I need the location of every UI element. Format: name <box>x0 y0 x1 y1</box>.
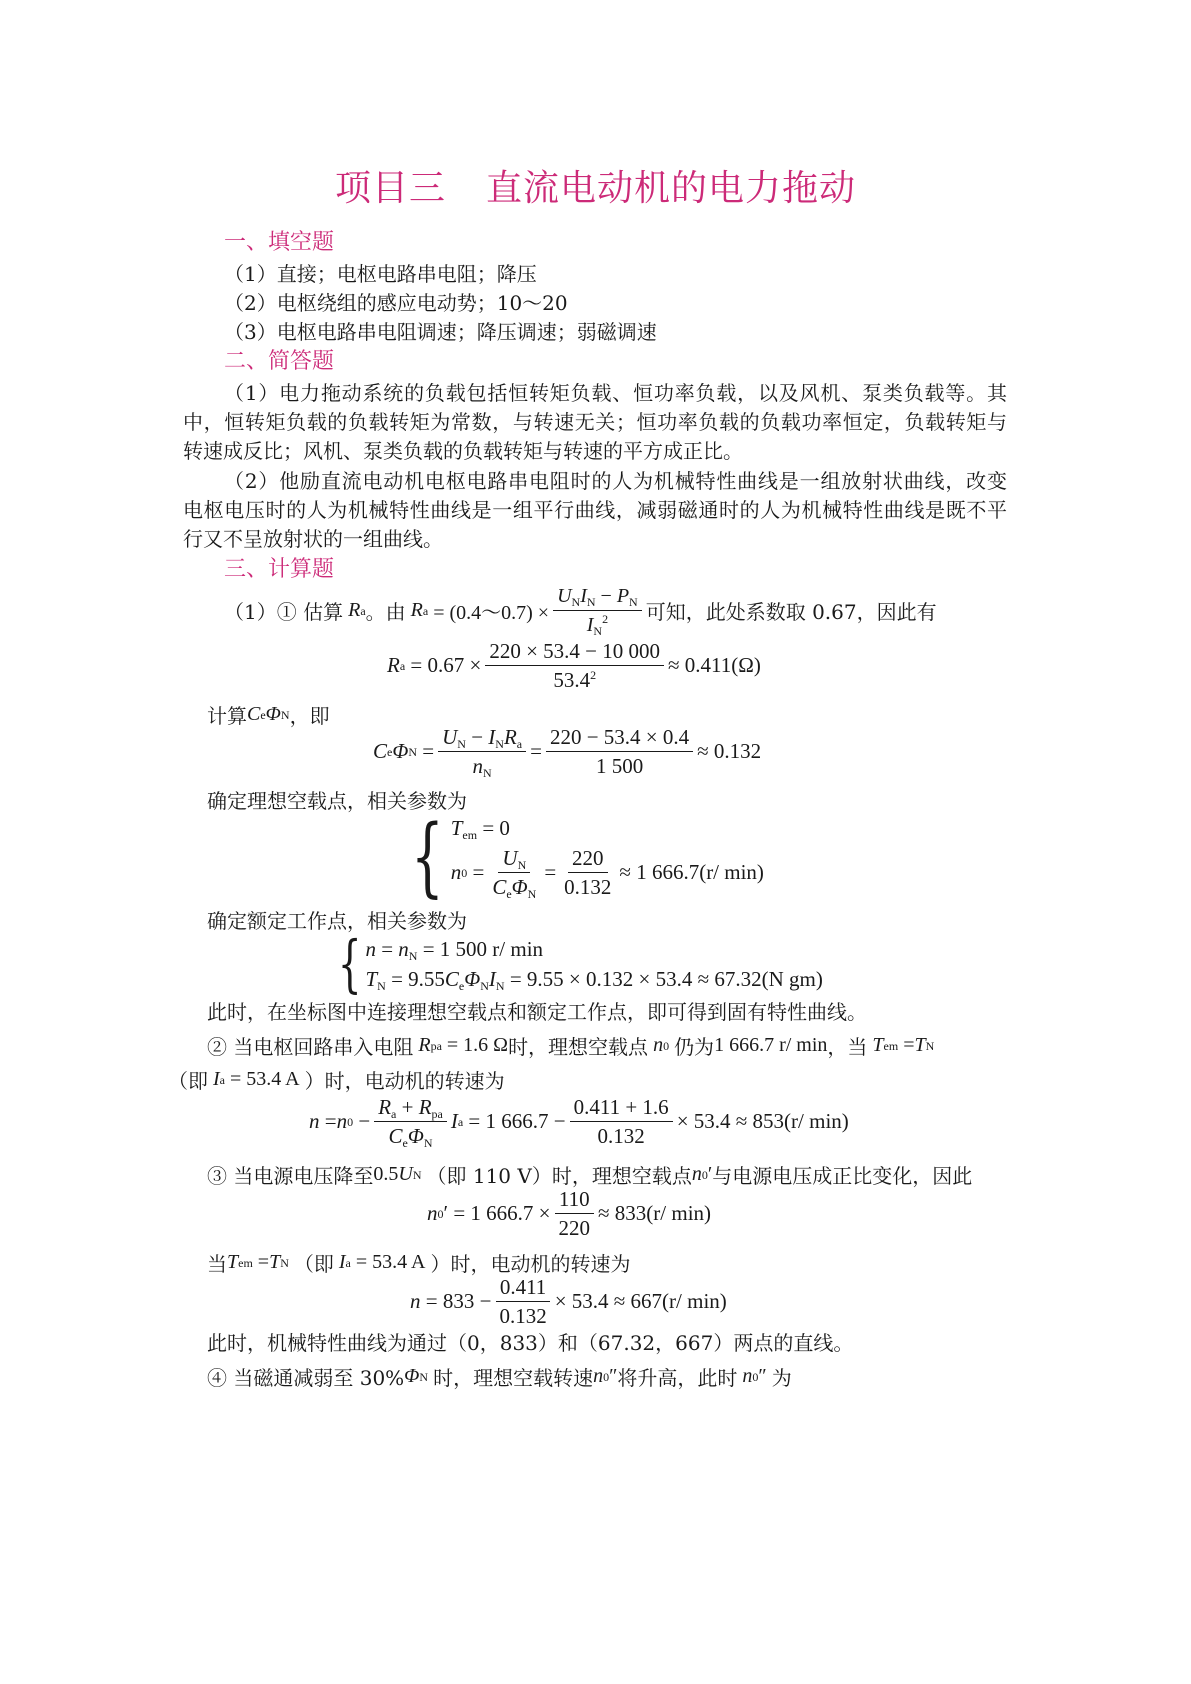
equation-ce: C e Φ N = $\frac{U_N - I_NR_a}{n_N}$ = $\frac{220 - 53.4 \times 0.4}{1 500}$ ≈ 0.132 <box>373 725 762 780</box>
calc-step3-line: ③ 当电源电压降至 0.5 U N （即 110 V）时，理想空载点 n 0 ′ 与电源电压成正比变化，因此 <box>207 1163 973 1188</box>
calc-step4-line: ④ 当磁通减弱至 30% Φ N 时，理想空载转速 n 0 ″ 将升高，此时 n 0 ″ 为 <box>207 1365 792 1390</box>
equation-noload: { $T_{em} = 0$ n 0 = $\frac{U_N}{C_e\Phi_N}$ = $\frac{220}{0.132}$ ≈ 1 666.7(r/ min) <box>410 807 764 907</box>
fill-answer-3: （3）电枢电路串电阻调速；降压调速；弱磁调速 <box>224 320 657 344</box>
short-answer-1-line2: 中，恒转矩负载的负载转矩为常数，与转速无关；恒功率负载的负载功率恒定，负载转矩与 <box>183 410 1007 434</box>
equation-step3-speed: n = 833 − $\frac{0.411}{0.132}$ × 53.4 ≈ 667(r/ min) <box>410 1275 727 1328</box>
section-heading-fill: 一、填空题 <box>224 230 335 255</box>
short-answer-2-line1: （2）他励直流电动机电枢电路串电阻时的人为机械特性曲线是一组放射状曲线，改变 <box>224 469 1007 493</box>
equation-step2-speed: n = n 0 − $\frac{R_a + R_{pa}}{C_e\Phi_N}$ I a = 1 666.7 − $\frac{0.411 + 1.6}{0.132}$ × 53.4 ≈ 853(r/ min) <box>309 1095 849 1150</box>
calc-step1-line: （1）① 估算 R a 。由 R a = (0.4～0.7) × $\frac{U_NI_N - P_N}{I_N^2}$ 可知，此处系数取 0.67，因此有 <box>224 585 937 638</box>
section-heading-calc: 三、计算题 <box>224 557 335 582</box>
calc-ce-line: 计算 C e Φ N ，即 <box>207 703 330 728</box>
equation-rated: { $n = n_N = 1$ 500 r/ min $T_N = 9.55C_e\Phi_NI_N = 9.55 \times 0.132 \times 53.4 \approx 67.32(N$ gm) <box>337 927 823 1000</box>
noload-label: 确定理想空载点，相关参数为 <box>207 789 467 813</box>
rated-label: 确定额定工作点，相关参数为 <box>207 909 467 933</box>
step3-conclusion: 此时，机械特性曲线为通过（0，833）和（67.32，667）两点的直线。 <box>207 1331 854 1355</box>
short-answer-1-line1: （1）电力拖动系统的负载包括恒转矩负载、恒功率负载，以及风机、泵类负载等。其 <box>224 381 1007 405</box>
calc-step2-line2: （即 I a = 53.4 A ）时，电动机的转速为 <box>168 1068 505 1093</box>
page-title: 项目三 直流电动机的电力拖动 <box>334 168 857 209</box>
short-answer-1-line3: 转速成反比；风机、泵类负载的负载转矩与转速的平方成正比。 <box>183 439 743 463</box>
calc-step3-when: 当 T em = T N （即 I a = 53.4 A ）时，电动机的转速为 <box>207 1251 631 1276</box>
equation-ra: R a = 0.67 × $\frac{220 \times 53.4 - 10 000}{53.4^2}$ ≈ 0.411(Ω) <box>387 639 761 692</box>
fill-answer-1: （1）直接；电枢电路串电阻；降压 <box>224 262 537 286</box>
connect-text: 此时，在坐标图中连接理想空载点和额定工作点，即可得到固有特性曲线。 <box>207 1000 867 1024</box>
fill-answer-2: （2）电枢绕组的感应电动势；10～20 <box>224 291 568 315</box>
section-heading-short: 二、简答题 <box>224 349 335 374</box>
short-answer-2-line2: 电枢电压时的人为机械特性曲线是一组平行曲线，减弱磁通时的人为机械特性曲线是既不平 <box>183 498 1007 522</box>
equation-step3-n0: n 0 ′ = 1 666.7 × $\frac{110}{220}$ ≈ 833(r/ min) <box>427 1187 712 1240</box>
calc-step2-line1: ② 当电枢回路串入电阻 R pa = 1.6 Ω 时，理想空载点 n 0 仍为 1 666.7 r/ min ，当 T em = T N <box>207 1034 935 1059</box>
short-answer-2-line3: 行又不呈放射状的一组曲线。 <box>183 527 443 551</box>
